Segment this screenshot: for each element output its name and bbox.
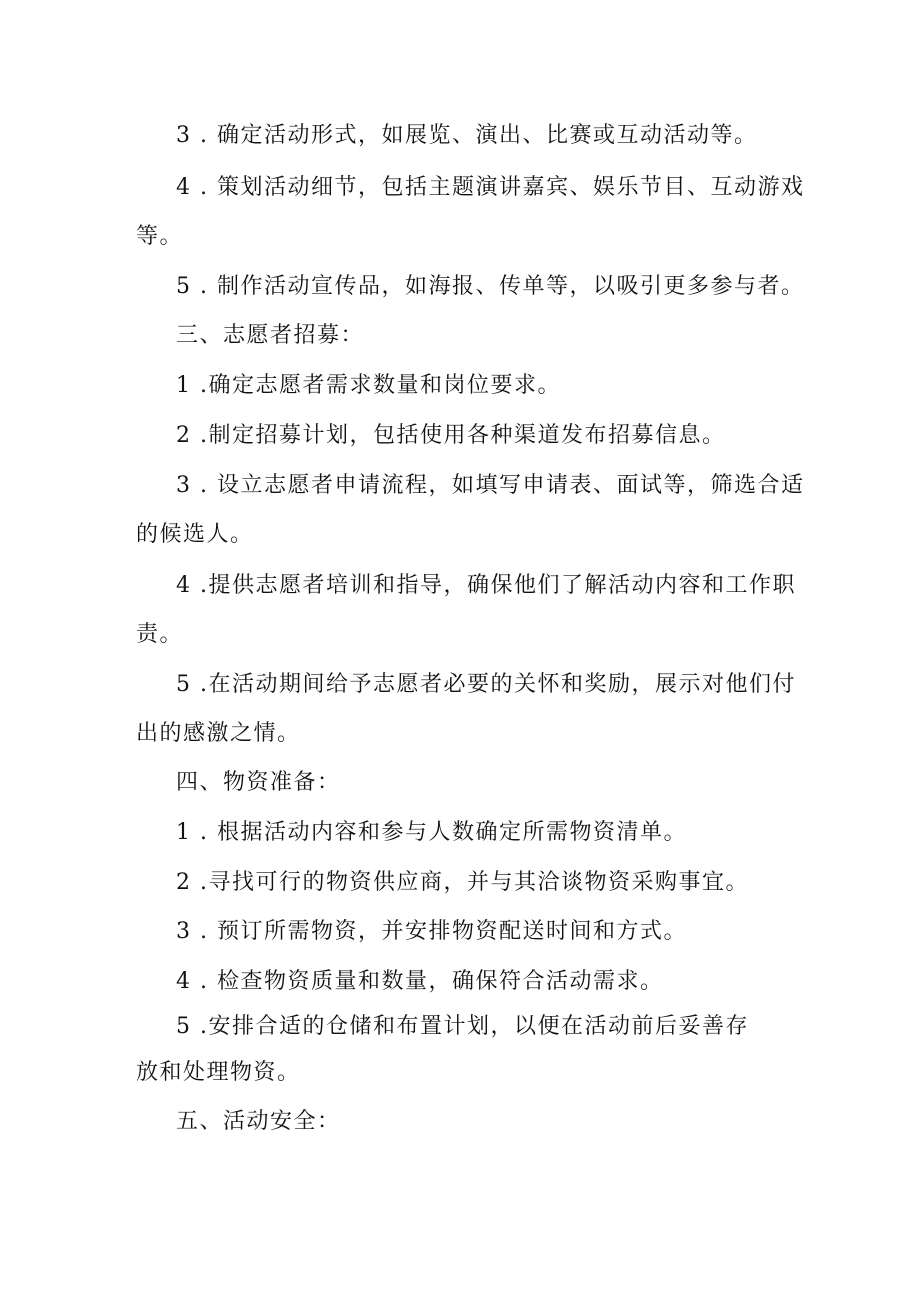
list-item-storage-plan-cont: 放和处理物资。 — [136, 1060, 301, 1085]
list-item-suppliers: 2 .寻找可行的物资供应商，并与其洽谈物资采购事宜。 — [176, 870, 749, 895]
list-item-promo-materials: 5 . 制作活动宣传品，如海报、传单等，以吸引更多参与者。 — [176, 274, 805, 299]
list-item-storage-plan: 5 .安排合适的仓储和布置计划，以便在活动前后妥善存 — [176, 1014, 749, 1039]
list-item-activity-details-cont: 等。 — [136, 224, 184, 249]
list-item-volunteer-care-cont: 出的感激之情。 — [136, 721, 301, 746]
list-item-application-process: 3 . 设立志愿者申请流程，如填写申请表、面试等，筛选合适 — [176, 473, 805, 498]
list-item-volunteer-training-cont: 责。 — [136, 622, 184, 647]
section-heading-material-prep: 四、物资准备： — [176, 770, 341, 795]
list-item-volunteer-needs: 1 .确定志愿者需求数量和岗位要求。 — [176, 373, 561, 398]
list-item-activity-form: 3 . 确定活动形式，如展览、演出、比赛或互动活动等。 — [176, 123, 758, 148]
list-item-material-list: 1 . 根据活动内容和参与人数确定所需物资清单。 — [176, 820, 687, 845]
list-item-order-materials: 3 . 预订所需物资，并安排物资配送时间和方式。 — [176, 919, 687, 944]
section-heading-activity-safety: 五、活动安全： — [176, 1109, 341, 1134]
list-item-volunteer-training: 4 .提供志愿者培训和指导，确保他们了解活动内容和工作职 — [176, 573, 796, 598]
list-item-check-materials: 4 . 检查物资质量和数量，确保符合活动需求。 — [176, 969, 664, 994]
list-item-application-process-cont: 的候选人。 — [136, 522, 254, 547]
list-item-recruit-plan: 2 .制定招募计划，包括使用各种渠道发布招募信息。 — [176, 423, 726, 448]
list-item-volunteer-care: 5 .在活动期间给予志愿者必要的关怀和奖励，展示对他们付 — [176, 672, 796, 697]
list-item-activity-details: 4 . 策划活动细节，包括主题演讲嘉宾、娱乐节目、互动游戏 — [176, 175, 805, 200]
section-heading-volunteer-recruitment: 三、志愿者招募： — [176, 323, 365, 348]
